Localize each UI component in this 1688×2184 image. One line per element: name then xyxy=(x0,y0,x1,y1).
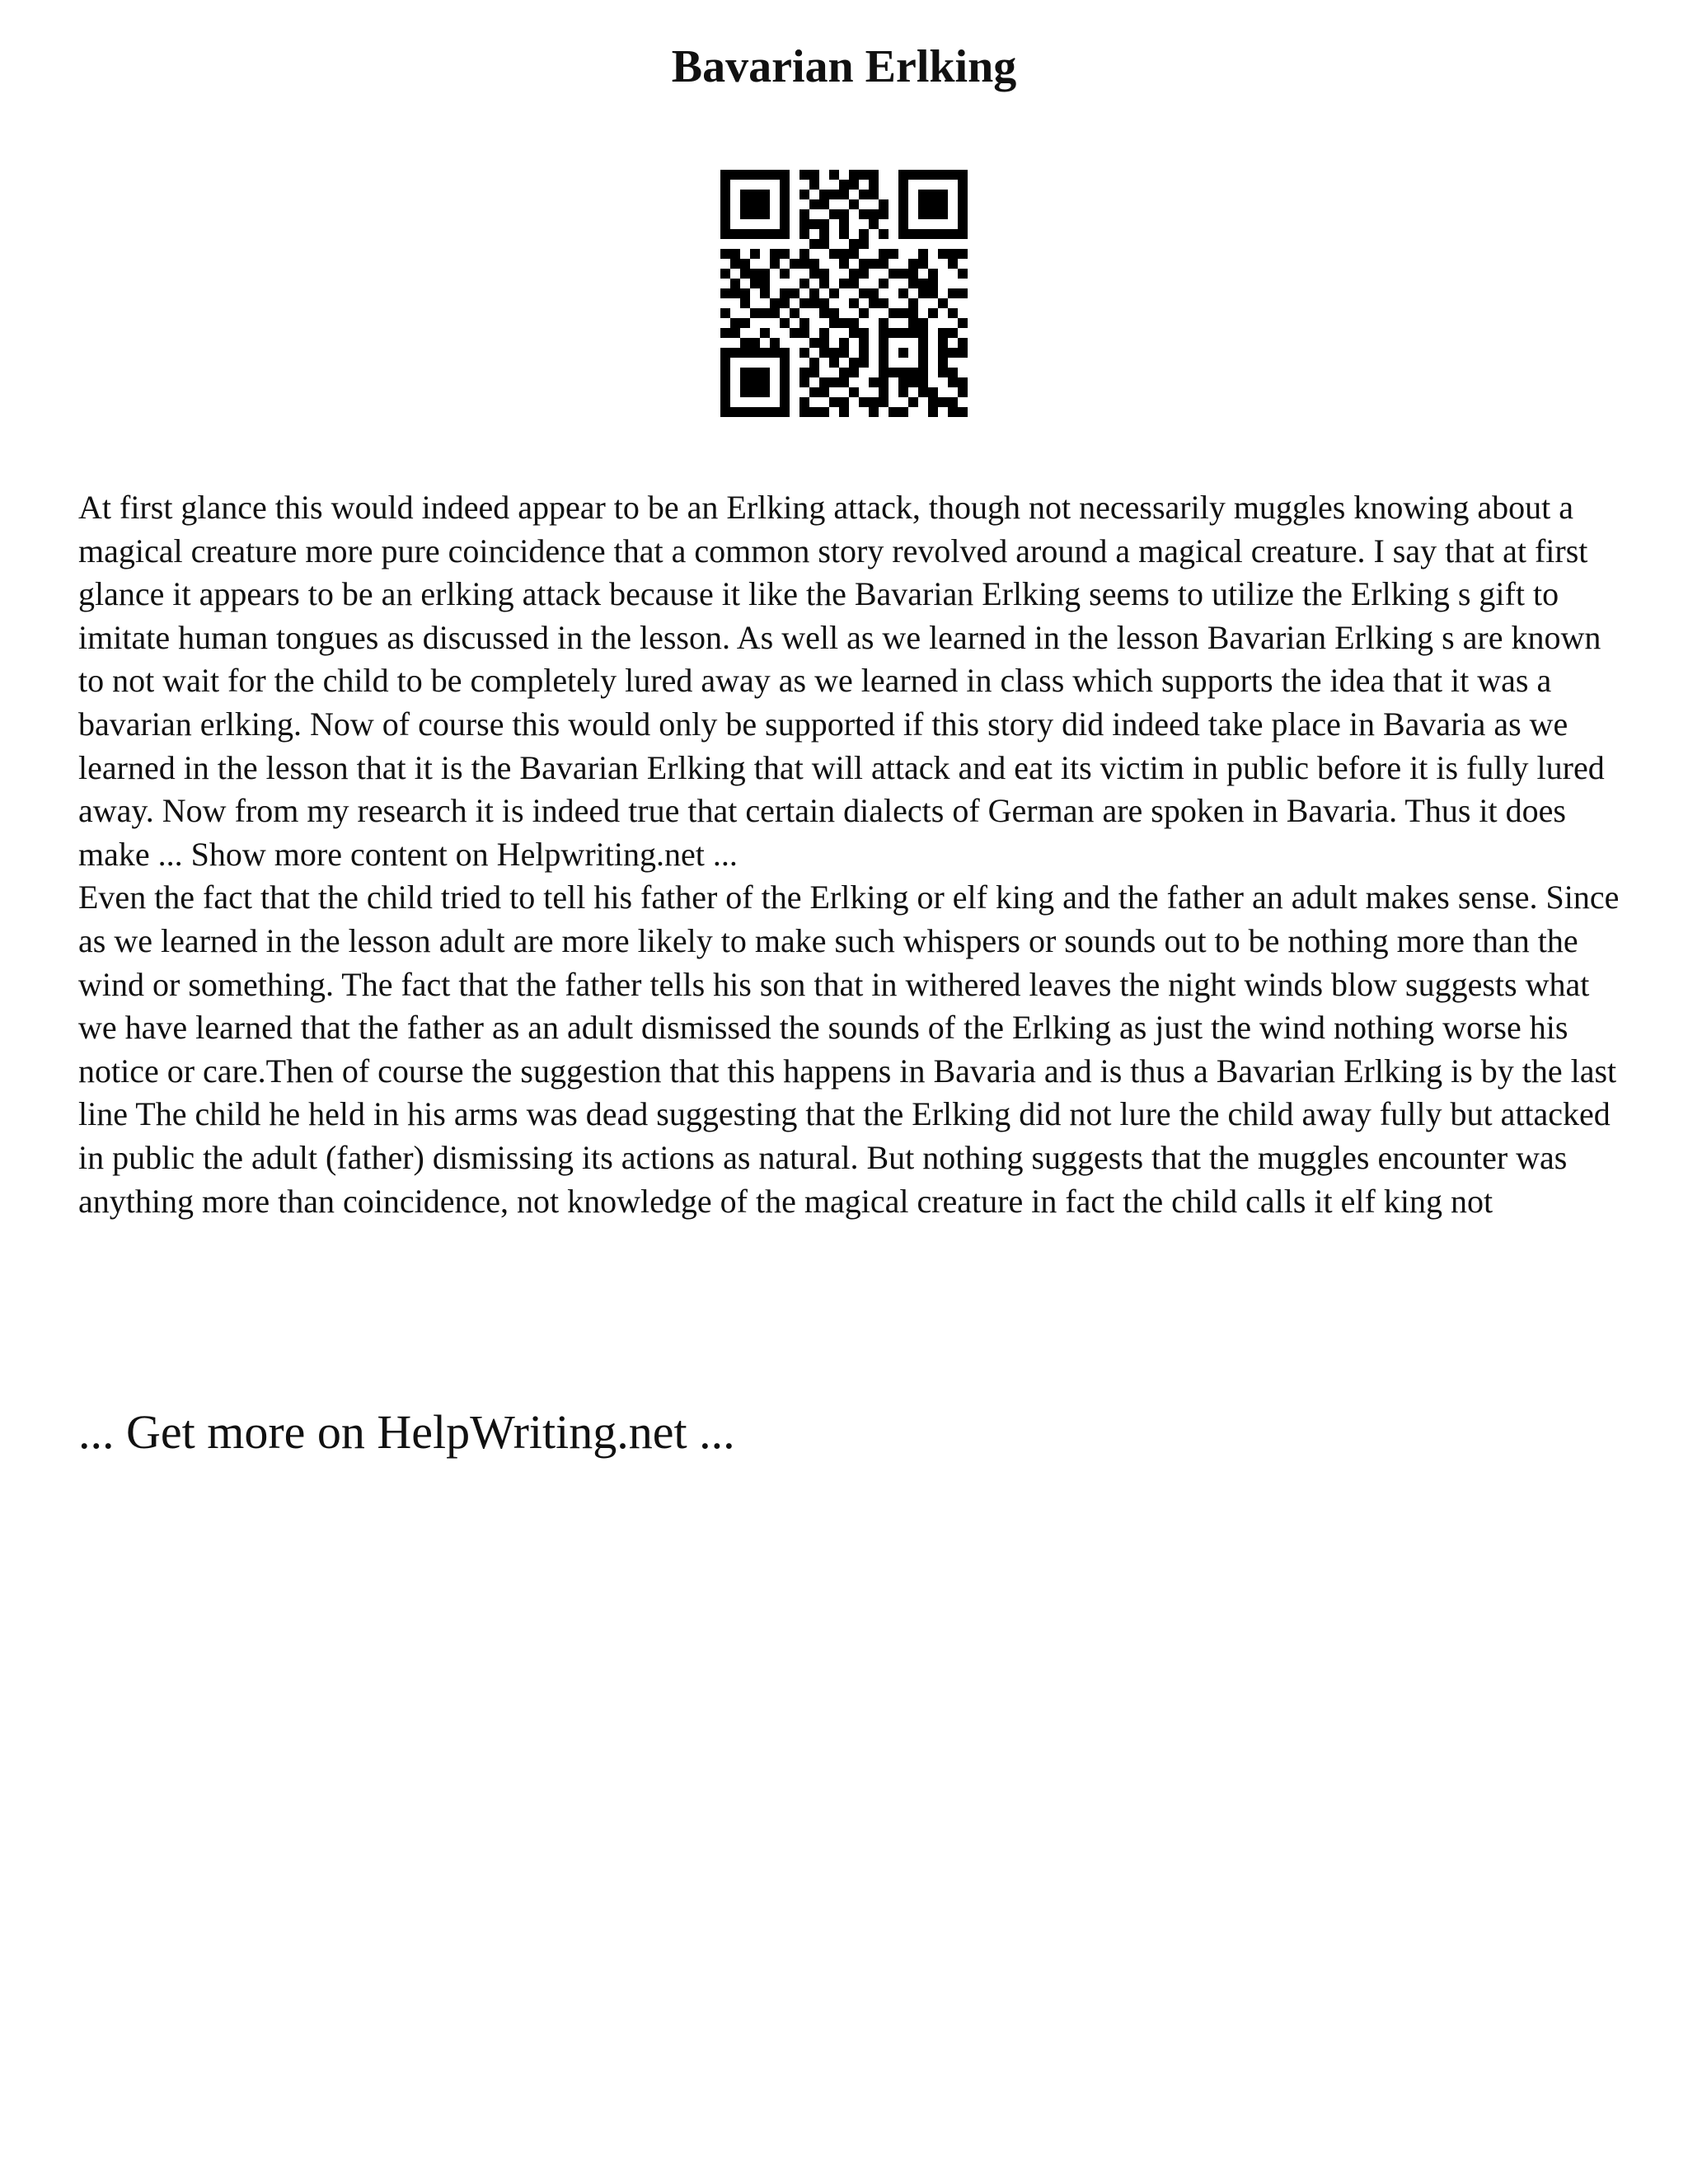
get-more-link[interactable]: ... Get more on HelpWriting.net ... xyxy=(78,1405,735,1459)
paragraph-1: At first glance this would indeed appear to be an Erlking attack, though not necessarily muggles knowing about a magical creature more pure coincidence that a common story revolved around a magical creature. I say that at first glance it appears to be an erlking attack because it like the Bavarian Erlking seems to utilize the Erlking s gift to imitate human tongues as discussed in the lesson. As well as we learned in the lesson Bavarian Erlking s are known to not wait for the child to be completely lured away as we learned in class which supports the idea that it was a bavarian erlking. Now of course this would only be supported if this story did indeed take place in Bavaria as we learned in the lesson that it is the Bavarian Erlking that will attack and eat its victim in public before it is fully lured away. Now from my research it is indeed true that certain dialects of German are spoken in Bavaria. Thus it does make ... Show more content on Helpwriting.net ... xyxy=(78,489,1605,873)
paragraph-2: Even the fact that the child tried to tell his father of the Erlking or elf king and the father an adult makes sense. Since as we learned in the lesson adult are more likely to make such whispers or sounds out to be nothing more than the wind or something. The fact that the father tells his son that in withered leaves the night winds blow suggests what we have learned that the father as an adult dismissed the sounds of the Erlking as just the wind nothing worse his notice or care.Then of course the suggestion that this happens in Bavaria and is thus a Bavarian Erlking is by the last line The child he held in his arms was dead suggesting that the Erlking did not lure the child away fully but attacked in public the adult (father) dismissing its actions as natural. But nothing suggests that the muggles encounter was anything more than coincidence, not knowledge of the magical creature in fact the child calls it elf king not xyxy=(78,879,1620,1220)
page-title: Bavarian Erlking xyxy=(671,41,1017,92)
qr-code-graphic xyxy=(720,170,968,417)
article-body xyxy=(78,486,1620,1223)
qr-code-icon xyxy=(720,170,968,417)
